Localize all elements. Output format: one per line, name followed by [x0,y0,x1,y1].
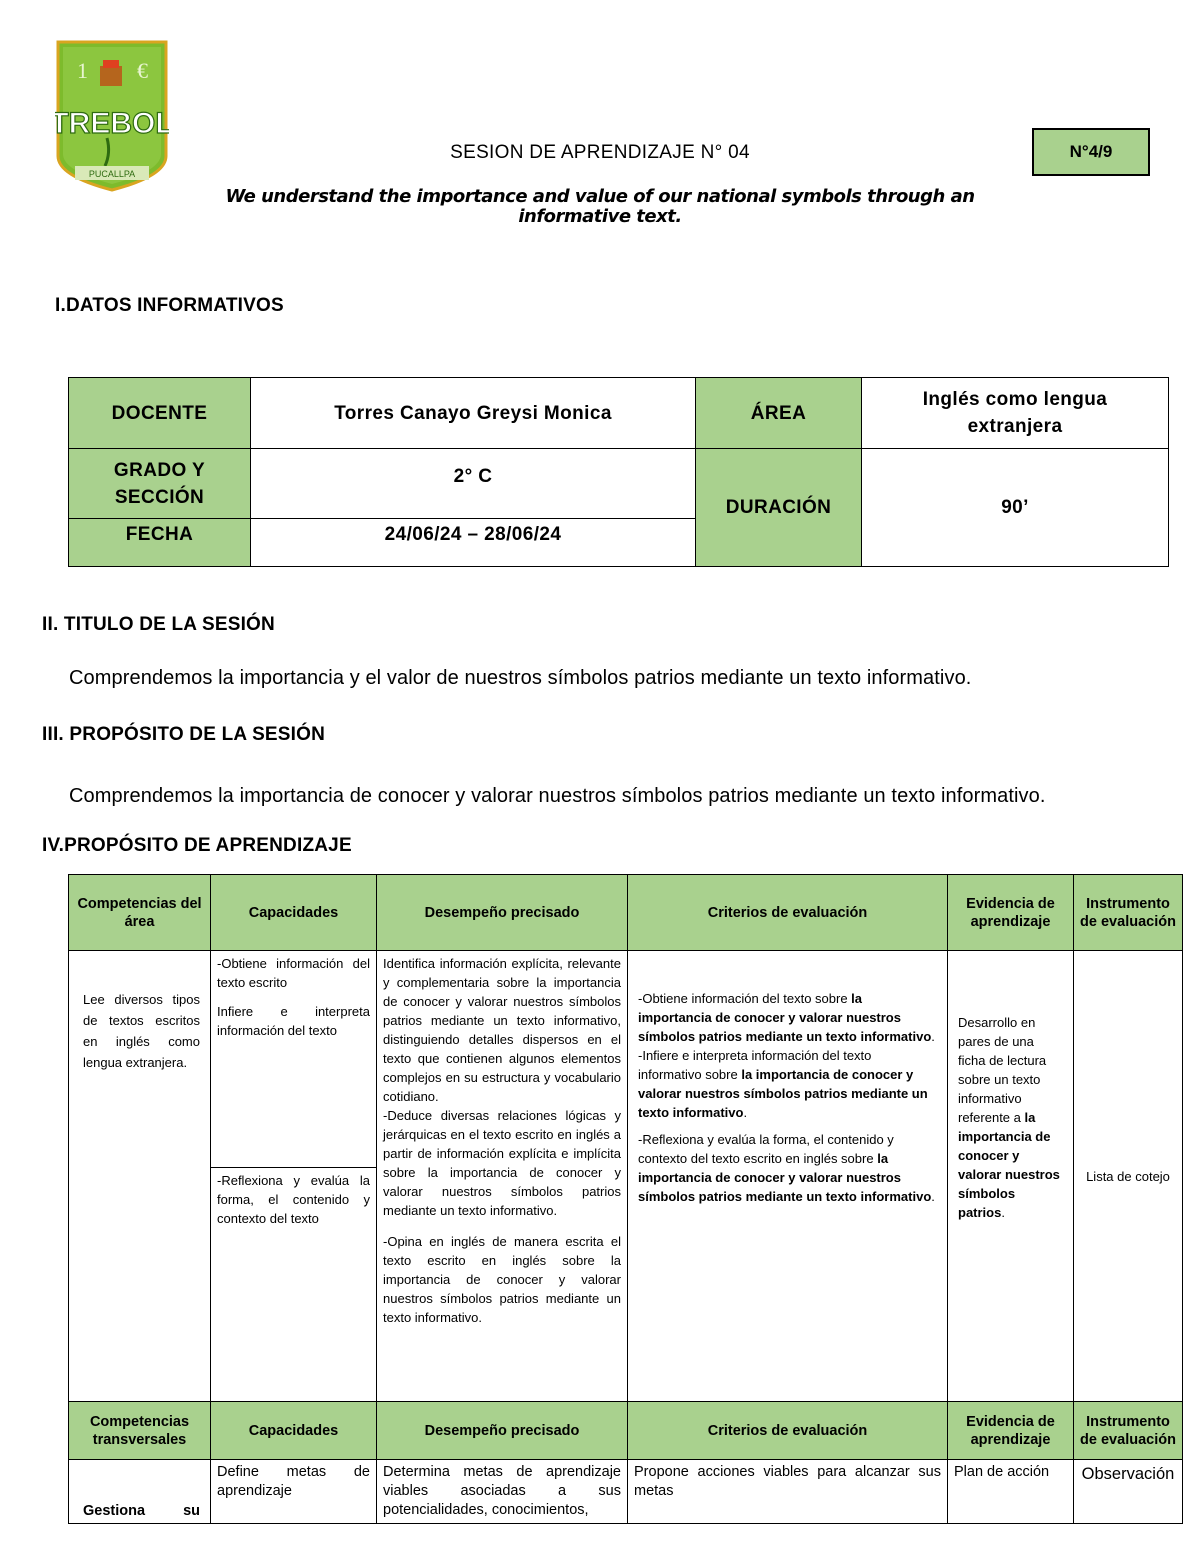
instrumento-cell: Lista de cotejo [1074,951,1183,1402]
header-competencias: Competencias del área [69,875,211,951]
capacidades-cell [211,951,377,1402]
session-number-badge: N°4/9 [1032,128,1150,176]
svg-text:PUCALLPA: PUCALLPA [88,169,136,179]
header-evidencia-2: Evidencia de aprendizaje [948,1402,1074,1460]
area-value: Inglés como lengua extranjera [862,378,1169,449]
desempeno-1: Identifica información explícita, relevante y complementaria sobre la importancia de conocer y valorar nuestros símbolos patrios mediante un texto informativo, distinguiendo detalles dispersos en el texto que contienen algunos elementos complejos en su estructura y vocabulario cotidiano. [383,956,621,1104]
docente-label: DOCENTE [69,378,251,449]
proposito-sesion-text: Comprendemos la importancia de conocer y valorar nuestros símbolos patrios mediante un texto informativo. [69,785,1046,807]
desempeno-3: -Opina en inglés de manera escrita el texto escrito en inglés sobre la importancia de conocer y valorar nuestros símbolos patrios mediante un texto informativo. [383,1234,621,1325]
svg-text:€: € [137,58,148,83]
header-instrumento: Instrumento de evaluación [1074,875,1183,951]
header-desempeno-2: Desempeño precisado [377,1402,628,1460]
session-subtitle: We understand the importance and value of our national symbols through an informative text. [225,186,975,227]
duracion-label: DURACIÓN [696,449,862,567]
transversal-criterio-cell: Propone acciones viables para alcanzar sus metas [628,1460,948,1524]
header-desempeno: Desempeño precisado [377,875,628,951]
criterio-1: -Obtiene información del texto sobre la importancia de conocer y valorar nuestros símbolos patrios mediante un texto informativo. [638,991,935,1044]
svg-text:TREBOL: TREBOL [55,107,169,140]
fecha-label: FECHA [69,519,251,567]
header-competencias-transversales: Competencias transversales [69,1402,211,1460]
transversal-instrumento-cell: Observación [1074,1460,1183,1524]
grado-label: GRADO Y SECCIÓN [69,449,251,519]
desempeno-2: -Deduce diversas relaciones lógicas y jerárquicas en el texto escrito en inglés a partir de información explícita e implícita sobre la importancia de conocer y valorar nuestros símbolos patrios mediante un texto informativo. [383,1108,621,1218]
school-logo [55,38,169,193]
section-heading-datos: I.DATOS INFORMATIVOS [55,295,284,316]
header-criterios-2: Criterios de evaluación [628,1402,948,1460]
fecha-value: 24/06/24 – 28/06/24 [251,519,696,567]
area-label: ÁREA [696,378,862,449]
evidencia-cell: Desarrollo en pares de una ficha de lectura sobre un texto informativo referente a la importancia de conocer y valorar nuestros símbolos patrios. [948,951,1074,1402]
competencia-cell: Lee diversos tipos de textos escritos en inglés como lengua extranjera. [69,951,211,1402]
duracion-value: 90’ [862,449,1169,567]
header-capacidades: Capacidades [211,875,377,951]
table-row [69,951,1183,1402]
criterio-3: -Reflexiona y evalúa la forma, el contenido y contexto del texto escrito en inglés sobre la importancia de conocer y valorar nuestros símbolos patrios mediante un texto informativo. [638,1132,935,1204]
info-table [68,377,1169,567]
header-evidencia: Evidencia de aprendizaje [948,875,1074,951]
grado-value: 2° C [251,449,696,519]
docente-value: Torres Canayo Greysi Monica [251,378,696,449]
transversal-competencia-cell: Gestiona su [69,1460,211,1524]
table-header-row-transversal [69,1402,1183,1460]
desempeno-cell [377,951,628,1402]
criterio-2: -Infiere e interpreta información del texto informativo sobre la importancia de conocer y valorar nuestros símbolos patrios mediante un texto informativo. [638,1048,928,1120]
capacidad-1: -Obtiene información del texto escrito [217,956,370,990]
svg-text:1: 1 [77,58,88,83]
transversal-evidencia-cell: Plan de acción [948,1460,1074,1524]
capacidad-2: Infiere e interpreta información del texto [217,1004,370,1038]
learning-table [68,874,1183,1524]
criterios-cell [628,951,948,1402]
header-capacidades-2: Capacidades [211,1402,377,1460]
header-instrumento-2: Instrumento de evaluación [1074,1402,1183,1460]
section-heading-proposito-sesion: III. PROPÓSITO DE LA SESIÓN [42,724,326,745]
transversal-capacidad-cell: Define metas de aprendizaje [211,1460,377,1524]
transversal-desempeno-cell: Determina metas de aprendizaje viables asociadas a sus potencialidades, conocimientos, [377,1460,628,1524]
capacidad-3: -Reflexiona y evalúa la forma, el contenido y contexto del texto [217,1173,370,1226]
titulo-text: Comprendemos la importancia y el valor de nuestros símbolos patrios mediante un texto informativo. [69,667,972,689]
table-row [69,1460,1183,1524]
table-header-row [69,875,1183,951]
session-title: SESION DE APRENDIZAJE N° 04 [450,142,750,163]
section-heading-proposito-aprendizaje: IV.PROPÓSITO DE APRENDIZAJE [42,835,352,856]
section-heading-titulo: II. TITULO DE LA SESIÓN [42,614,275,635]
header-criterios: Criterios de evaluación [628,875,948,951]
